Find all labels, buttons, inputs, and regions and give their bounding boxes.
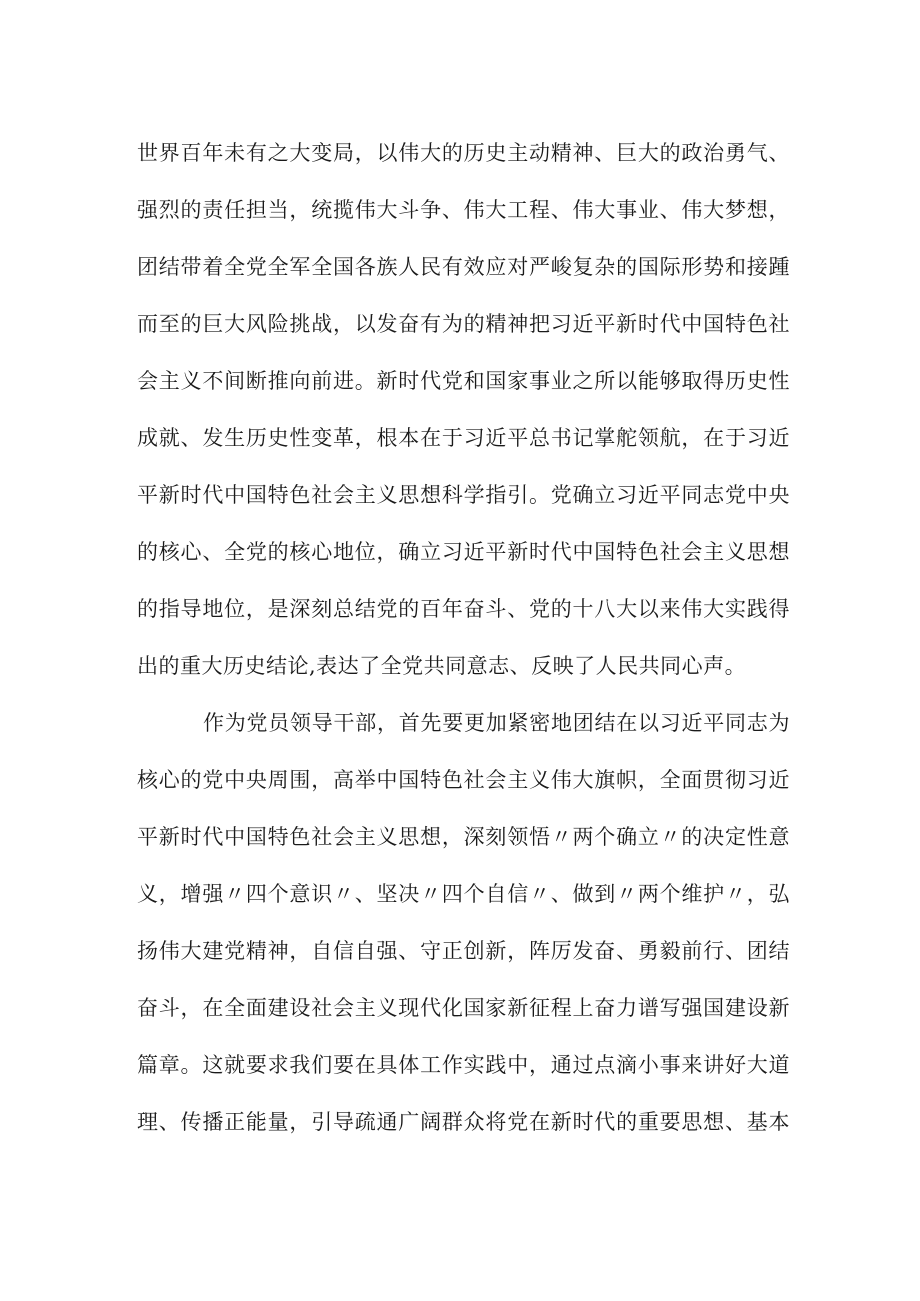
- text-line: 而至的巨大风险挑战，以发奋有为的精神把习近平新时代中国特色社: [137, 312, 790, 336]
- text-line: 扬伟大建党精神，自信自强、守正创新，阵厉发奋、勇毅前行、团结: [137, 939, 790, 963]
- text-line: 的核心、全党的核心地位，确立习近平新时代中国特色社会主义思想: [137, 540, 790, 564]
- paragraph-last-line: 出的重大历史结论,表达了全党共同意志、反映了人民共同心声。: [137, 654, 747, 678]
- text-line: 奋斗，在全面建设社会主义现代化国家新征程上奋力谱写强国建设新: [137, 996, 790, 1020]
- text-line: 的指导地位，是深刻总结党的百年奋斗、党的十八大以来伟大实践得: [137, 597, 790, 621]
- text-line: 成就、发生历史性变革，根本在于习近平总书记掌舵领航，在于习近: [137, 426, 790, 450]
- text-line: 义，增强〃四个意识〃、坚决〃四个自信〃、做到〃两个维护〃，弘: [137, 882, 790, 906]
- text-line: 篇章。这就要求我们要在具体工作实践中，通过点滴小事来讲好大道: [137, 1053, 790, 1077]
- text-line: 理、传播正能量，引导疏通广阔群众将党在新时代的重要思想、基本: [137, 1110, 790, 1134]
- text-line: 会主义不间断推向前进。新时代党和国家事业之所以能够取得历史性: [137, 369, 790, 393]
- text-line: 平新时代中国特色社会主义思想，深刻领悟〃两个确立〃的决定性意: [137, 825, 790, 849]
- text-line: 世界百年未有之大变局，以伟大的历史主动精神、巨大的政治勇气、: [137, 141, 790, 165]
- text-line: 核心的党中央周围，高举中国特色社会主义伟大旗帜，全面贯彻习近: [137, 768, 790, 792]
- text-line: 团结带着全党全军全国各族人民有效应对严峻复杂的国际形势和接踵: [137, 255, 790, 279]
- paragraph-first-line: 作为党员领导干部，首先要更加紧密地团结在以习近平同志为: [203, 711, 790, 735]
- text-line: 强烈的责任担当，统揽伟大斗争、伟大工程、伟大事业、伟大梦想，: [137, 198, 790, 222]
- text-line: 平新时代中国特色社会主义思想科学指引。党确立习近平同志党中央: [137, 483, 790, 507]
